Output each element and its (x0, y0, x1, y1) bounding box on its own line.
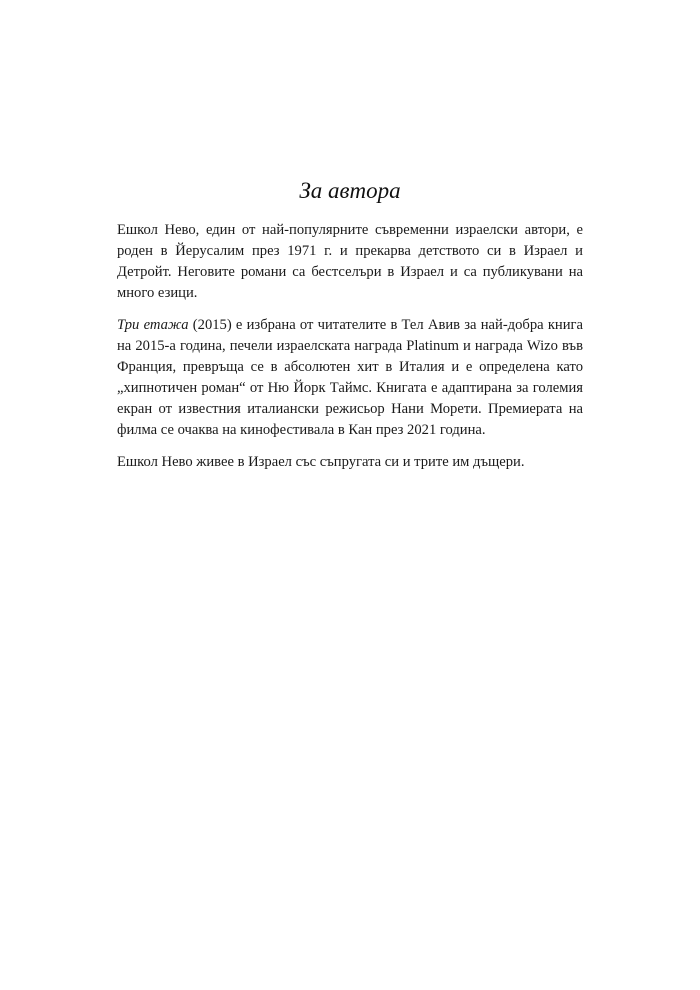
biography-paragraph (117, 220, 583, 304)
book-description-text: (2015) е избрана от читателите в Тел Авив за най-добра книга на 2015-а година, печели израелската награда Platinum и награда Wizo във Франция, превръща се в абсолютен хит в Италия и е определена като „хипнотичен роман“ от Ню Йорк Таймс. Книгата е адаптирана за големия екран от известния италиански режисьор Нани Морети. Премиерата на филма се очаква на кинофестивала в Кан през 2021 година. (117, 317, 583, 438)
family-paragraph (117, 452, 583, 473)
biography-text: Ешкол Нево, един от най-популярните съвременни израелски автори, е роден в Йерусалим през 1971 г. и прекарва детството си в Израел и Детройт. Неговите романи са бестселъри в Израел и са публикувани на много езици. (117, 222, 583, 301)
section-title: За автора (299, 178, 401, 203)
family-text: Ешкол Нево живее в Израел със съпругата си и трите им дъщери. (117, 454, 525, 470)
book-title: Три етажа (117, 317, 189, 333)
about-author-section (117, 176, 583, 484)
book-paragraph (117, 315, 583, 441)
